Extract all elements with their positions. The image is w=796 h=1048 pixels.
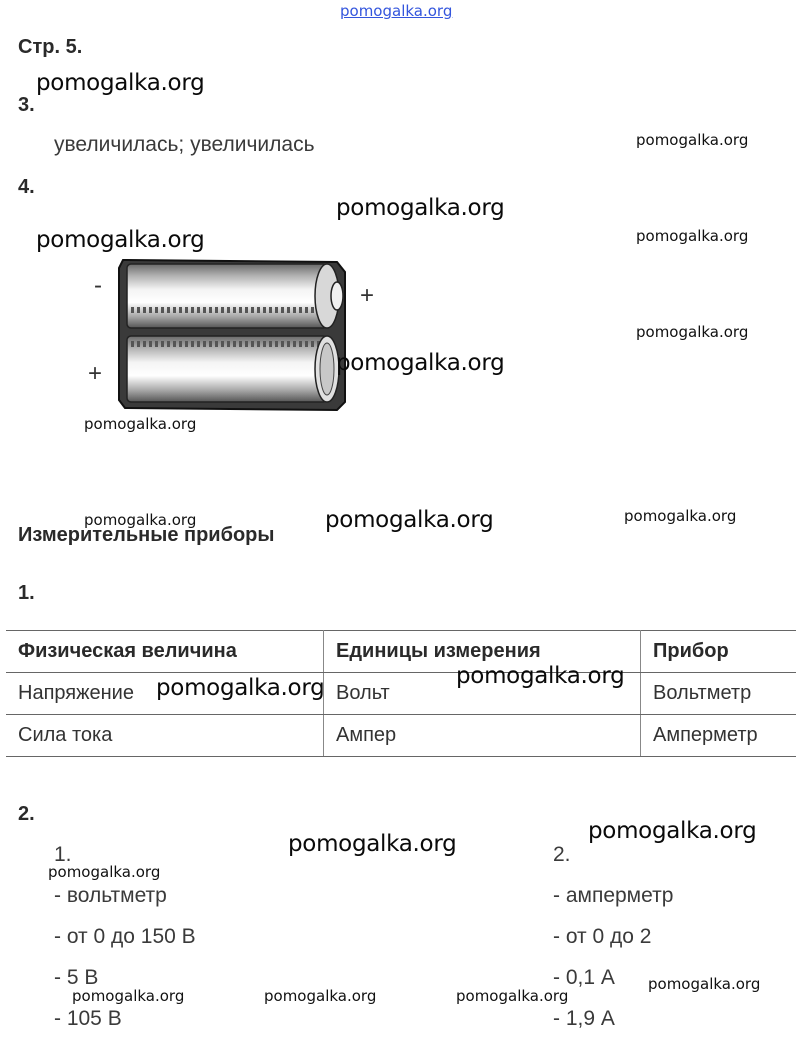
watermark: pomogalka.org <box>636 323 749 341</box>
list-item: - амперметр <box>553 884 674 907</box>
list-item: - от 0 до 2 <box>553 925 652 948</box>
header-device: Прибор <box>641 631 796 673</box>
cell-device: Вольтметр <box>641 673 796 715</box>
col2-number: 2. <box>553 843 571 866</box>
measurement-table <box>6 630 796 757</box>
list-item: - 105 В <box>54 1007 122 1030</box>
page-label: Стр. 5. <box>18 36 83 58</box>
watermark: pomogalka.org <box>336 195 505 221</box>
watermark: pomogalka.org <box>636 131 749 149</box>
watermark: pomogalka.org <box>336 350 505 376</box>
table-row <box>6 673 796 715</box>
watermark: pomogalka.org <box>156 675 325 701</box>
table-row <box>6 715 796 757</box>
col1-number: 1. <box>54 843 72 866</box>
cell-quantity: Сила тока <box>6 715 324 757</box>
watermark: pomogalka.org <box>288 831 457 857</box>
plus-top-symbol: + <box>360 282 375 309</box>
watermark: pomogalka.org <box>636 227 749 245</box>
cell-quantity: Напряжение <box>6 673 324 715</box>
section-title: Измерительные приборы <box>18 524 275 546</box>
list-item: - 0,1 А <box>553 966 615 989</box>
watermark: pomogalka.org <box>456 663 625 689</box>
watermark: pomogalka.org <box>624 507 737 525</box>
top-site-link[interactable]: pomogalka.org <box>340 2 453 20</box>
watermark: pomogalka.org <box>84 511 197 529</box>
task4-number: 4. <box>18 176 35 198</box>
list-item: - 5 В <box>54 966 99 989</box>
battery-pack-image <box>115 252 351 414</box>
watermark: pomogalka.org <box>36 70 205 96</box>
cell-unit: Вольт <box>324 673 641 715</box>
watermark: pomogalka.org <box>588 818 757 844</box>
minus-top-symbol: - <box>94 272 102 299</box>
table-header-row <box>6 631 796 673</box>
cell-unit: Ампер <box>324 715 641 757</box>
watermark: pomogalka.org <box>84 415 197 433</box>
watermark: pomogalka.org <box>264 987 377 1005</box>
task1-number: 1. <box>18 582 35 604</box>
task3-answer: увеличилась; увеличилась <box>54 133 315 156</box>
list-item: - вольтметр <box>54 884 167 907</box>
watermark: pomogalka.org <box>456 987 569 1005</box>
header-quantity: Физическая величина <box>6 631 324 673</box>
watermark: pomogalka.org <box>48 863 161 881</box>
header-units: Единицы измерения <box>324 631 641 673</box>
task3-number: 3. <box>18 94 35 116</box>
cell-device: Амперметр <box>641 715 796 757</box>
watermark: pomogalka.org <box>36 227 205 253</box>
task2-number: 2. <box>18 803 35 825</box>
list-item: - 1,9 А <box>553 1007 615 1030</box>
watermark: pomogalka.org <box>325 507 494 533</box>
list-item: - от 0 до 150 В <box>54 925 196 948</box>
watermark: pomogalka.org <box>72 987 185 1005</box>
plus-bottom-symbol: + <box>88 360 103 387</box>
watermark: pomogalka.org <box>648 975 761 993</box>
